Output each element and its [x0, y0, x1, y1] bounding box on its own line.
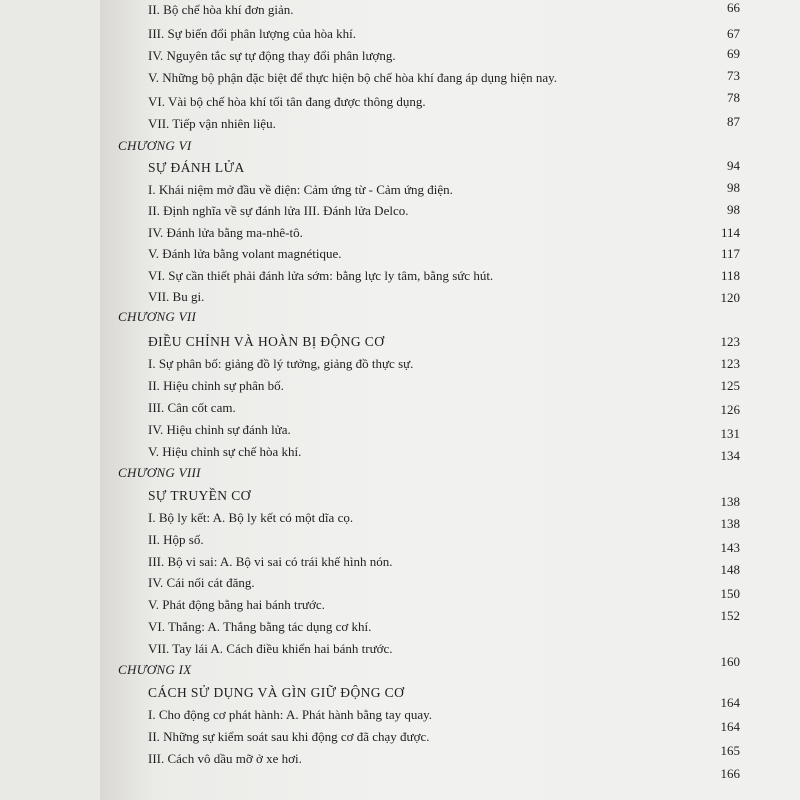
page-number: 150 — [720, 586, 740, 601]
entry-title: VII. Bu gi. — [148, 289, 205, 304]
entry-title: ĐIỀU CHỈNH VÀ HOÀN BỊ ĐỘNG CƠ — [148, 334, 385, 349]
entry-title: VI. Thắng: A. Thắng bằng tác dụng cơ khí. — [148, 619, 372, 634]
page-number: 164 — [720, 719, 740, 734]
entry-title: III. Bộ vi sai: A. Bộ vi sai có trái khế hình nón. — [148, 554, 393, 569]
entry-title: II. Định nghĩa về sự đánh lửa III. Đánh lửa Delco. — [148, 203, 409, 218]
page-number: 164 — [720, 695, 740, 710]
entry-title: IV. Nguyên tắc sự tự động thay đổi phân lượng. — [148, 48, 396, 63]
page-number: 125 — [720, 378, 740, 393]
entry-title: SỰ TRUYỀN CƠ — [148, 488, 251, 503]
page-number: 67 — [727, 26, 740, 41]
entry-title: II. Những sự kiểm soát sau khi động cơ đã chạy được. — [148, 729, 430, 744]
entry-title: V. Những bộ phận đặc biệt để thực hiện bộ chế hòa khí đang áp dụng hiện nay. — [148, 70, 558, 85]
page-number: 69 — [727, 46, 740, 61]
entry-title: IV. Cái nối cát đăng. — [148, 575, 255, 590]
page-number: 94 — [727, 158, 740, 173]
entry-title: CHƯƠNG VIII — [118, 465, 201, 480]
page-number: 98 — [727, 180, 740, 195]
page-number: 165 — [720, 743, 740, 758]
page-number: 117 — [720, 246, 740, 261]
entry-title: CÁCH SỬ DỤNG VÀ GÌN GIỮ ĐỘNG CƠ — [148, 685, 405, 700]
page-number: 138 — [720, 494, 740, 509]
entry-title: VI. Vài bộ chế hòa khí tối tân đang được thông dụng. — [148, 94, 426, 109]
entry-title: V. Hiệu chỉnh sự chế hòa khí. — [148, 444, 302, 459]
page-number: 87 — [727, 114, 740, 129]
page-number: 78 — [727, 90, 740, 105]
page-number: 166 — [720, 766, 740, 781]
page-number: 123 — [720, 356, 740, 371]
table-of-contents — [100, 0, 800, 800]
page-number: 123 — [720, 334, 740, 349]
entry-title: II. Hiệu chỉnh sự phân bố. — [148, 378, 284, 393]
entry-title: IV. Hiệu chỉnh sự đánh lửa. — [148, 422, 291, 437]
page-number: 114 — [720, 225, 740, 240]
page-number: 134 — [720, 448, 740, 463]
page-number: 160 — [720, 654, 740, 669]
entry-title: I. Khái niệm mở đầu về điện: Cảm ứng từ - Cảm ứng điện. — [148, 182, 453, 197]
entry-title: III. Cách vô dầu mỡ ở xe hơi. — [148, 751, 302, 766]
page-number: 73 — [727, 68, 740, 83]
entry-title: IV. Đánh lửa bằng ma-nhê-tô. — [148, 225, 303, 240]
entry-title: VII. Tay lái A. Cách điều khiển hai bánh trước. — [148, 641, 393, 656]
entry-title: I. Bộ ly kết: A. Bộ ly kết có một dĩa cọ. — [148, 510, 354, 525]
entry-title: VI. Sự cần thiết phải đánh lửa sớm: bằng lực ly tâm, bằng sức hút. — [148, 268, 494, 283]
page-number: 118 — [720, 268, 740, 283]
page-number: 131 — [720, 426, 740, 441]
entry-title: CHƯƠNG IX — [118, 662, 192, 677]
page-number: 120 — [720, 290, 740, 305]
entry-title: III. Sự biến đổi phân lượng của hòa khí. — [148, 26, 356, 41]
entry-title: SỰ ĐÁNH LỬA — [148, 160, 245, 175]
page-number: 138 — [720, 516, 740, 531]
entry-title: V. Phát động bằng hai bánh trước. — [148, 597, 325, 612]
entry-title: I. Sự phân bố: giảng đồ lý tưởng, giảng đồ thực sự. — [148, 356, 414, 371]
page-number: 143 — [720, 540, 740, 555]
page-number: 98 — [727, 202, 740, 217]
entry-title: II. Bộ chế hòa khí đơn giản. — [148, 2, 294, 17]
entry-title: CHƯƠNG VII — [118, 309, 197, 324]
page-number: 148 — [720, 562, 740, 577]
page-number: 126 — [720, 402, 740, 417]
entry-title: VII. Tiếp vận nhiên liệu. — [148, 116, 276, 131]
entry-title: CHƯƠNG VI — [118, 138, 192, 153]
entry-title: II. Hộp số. — [148, 532, 204, 547]
page-number: 152 — [720, 608, 740, 623]
entry-title: III. Cân cốt cam. — [148, 400, 236, 415]
entry-title: I. Cho động cơ phát hành: A. Phát hành bằng tay quay. — [148, 707, 433, 722]
page-number: 66 — [727, 0, 740, 15]
entry-title: V. Đánh lửa bằng volant magnétique. — [148, 246, 342, 261]
book-page — [100, 0, 800, 800]
